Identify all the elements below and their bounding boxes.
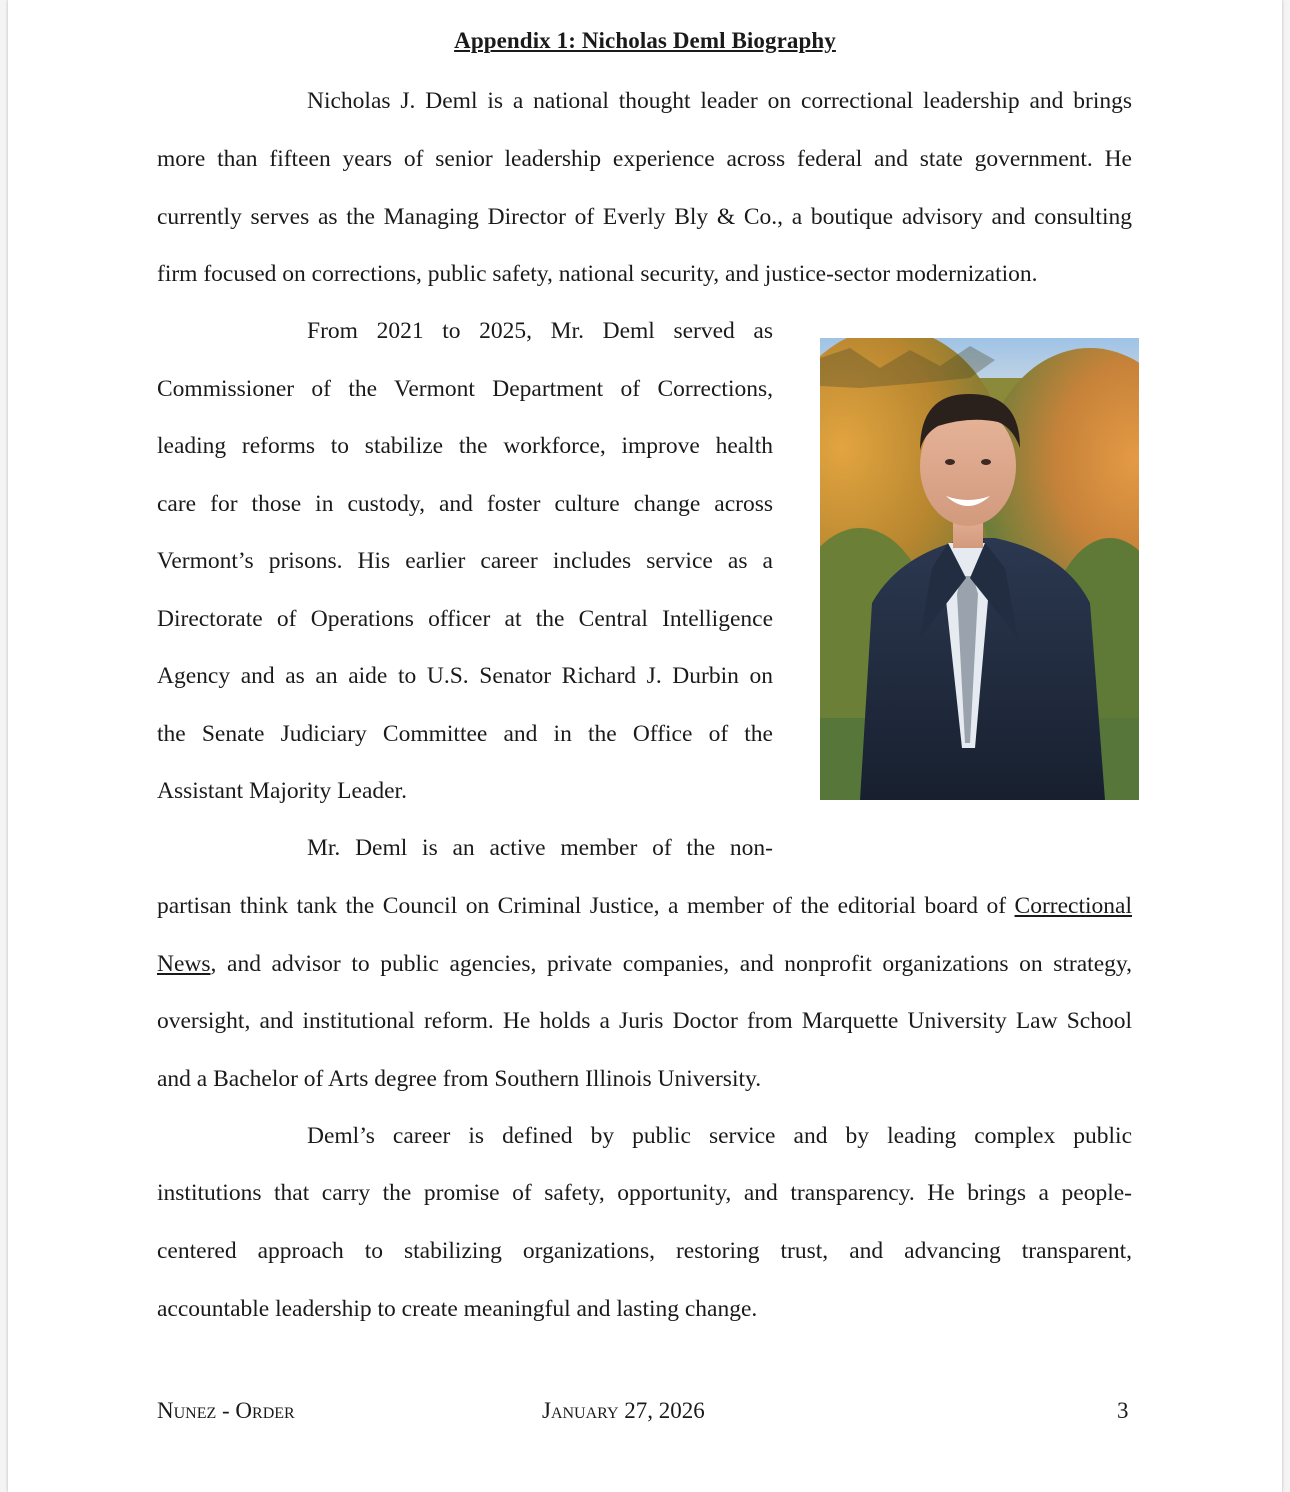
- footer-date: January 27, 2026: [542, 1398, 705, 1423]
- p1-line-4: firm focused on corrections, public safety, national security, and justice-sector modernization.: [157, 261, 1038, 287]
- p2-line-6: Directorate of Operations officer at the Central Intelligence: [157, 606, 773, 632]
- p3-line-1: Mr. Deml is an active member of the non-: [307, 835, 773, 861]
- p2-line-1: From 2021 to 2025, Mr. Deml served as: [307, 318, 773, 344]
- portrait-photo: [820, 338, 1139, 800]
- p1-line-1: Nicholas J. Deml is a national thought leader on correctional leadership and brings: [307, 88, 1132, 114]
- p2-line-4: care for those in custody, and foster culture change across: [157, 491, 773, 517]
- p2-line-3: leading reforms to stabilize the workforce, improve health: [157, 433, 773, 459]
- p4-line-3: centered approach to stabilizing organizations, restoring trust, and advancing transparent,: [157, 1238, 1132, 1264]
- footer-page-number: 3: [1117, 1398, 1129, 1423]
- p4-line-2: institutions that carry the promise of safety, opportunity, and transparency. He brings a people-: [157, 1180, 1132, 1206]
- correctional-news-link-part1: Correctional: [1014, 893, 1132, 919]
- footer-case-name: Nunez - Order: [157, 1398, 295, 1423]
- p2-line-7: Agency and as an aide to U.S. Senator Richard J. Durbin on: [157, 663, 773, 689]
- p3-line-3: [157, 949, 1132, 979]
- p4-line-1: Deml’s career is defined by public service and by leading complex public: [307, 1123, 1132, 1149]
- p1-line-3: currently serves as the Managing Director of Everly Bly & Co., a boutique advisory and consulting: [157, 204, 1132, 230]
- p3-line-4: oversight, and institutional reform. He holds a Juris Doctor from Marquette University Law School: [157, 1008, 1132, 1034]
- correctional-news-link-part2: News: [157, 951, 211, 977]
- p2-line-2: Commissioner of the Vermont Department of Corrections,: [157, 376, 773, 402]
- page-title: Appendix 1: Nicholas Deml Biography: [454, 28, 836, 53]
- p3-line-3-text: , and advisor to public agencies, private companies, and nonprofit organizations on strategy,: [210, 951, 1132, 977]
- p4-line-4: accountable leadership to create meaningful and lasting change.: [157, 1296, 758, 1322]
- p1-line-2: more than fifteen years of senior leadership experience across federal and state government. He: [157, 146, 1132, 172]
- p3-line-2: [157, 891, 1132, 921]
- p2-line-5: Vermont’s prisons. His earlier career includes service as a: [157, 548, 773, 574]
- p3-line-5: and a Bachelor of Arts degree from Southern Illinois University.: [157, 1066, 762, 1092]
- p3-line-2-text: partisan think tank the Council on Criminal Justice, a member of the editorial board of: [157, 893, 1015, 919]
- p2-line-9: Assistant Majority Leader.: [157, 778, 407, 804]
- p2-line-8: the Senate Judiciary Committee and in the Office of the: [157, 721, 773, 747]
